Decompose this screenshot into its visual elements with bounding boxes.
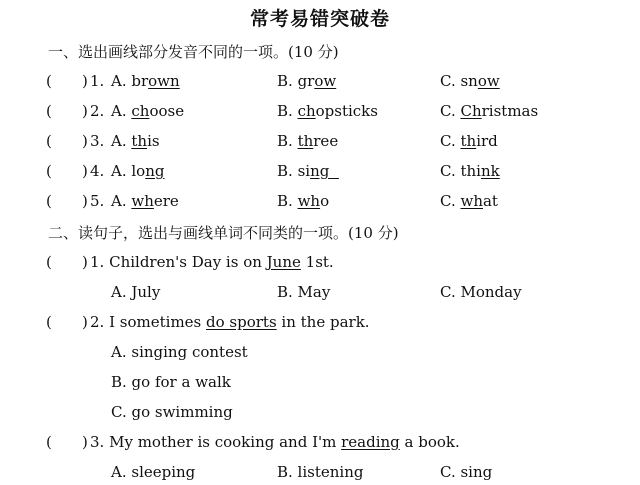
answer-bracket-close: ) [82, 313, 88, 331]
underlined-part: wh [131, 192, 154, 210]
underlined-word: June [266, 253, 301, 271]
question-sentence: 1. Children's Day is on June 1st. [90, 253, 334, 271]
question-row [0, 313, 640, 335]
answer-bracket-open: ( [46, 162, 52, 180]
option-line [0, 343, 640, 365]
answer-bracket-open: ( [46, 192, 52, 210]
answer-bracket-close: ) [82, 72, 88, 90]
question-sentence: 3. My mother is cooking and I'm reading a book. [90, 433, 460, 451]
question-sentence: 2. I sometimes do sports in the park. [90, 313, 370, 331]
underlined-part: ch [131, 102, 150, 120]
underlined-part: th [460, 132, 477, 150]
option-c: C. think [440, 162, 500, 180]
question-number: 4. [90, 162, 105, 180]
answer-bracket-open: ( [46, 433, 52, 451]
underlined-part: Ch [460, 102, 482, 120]
underlined-word: reading [341, 433, 400, 451]
underlined-part: ng [145, 162, 165, 180]
question-row [0, 192, 640, 214]
options-row [0, 463, 640, 485]
underlined-part: ow [477, 72, 500, 90]
option-c: C. sing [440, 463, 493, 481]
option-a: A. sleeping [111, 463, 196, 481]
question-row [0, 72, 640, 94]
underlined-word: do sports [206, 313, 277, 331]
underlined-part: wh [297, 192, 321, 210]
options-row [0, 283, 640, 305]
option-a: A. July [111, 283, 161, 301]
answer-bracket-open: ( [46, 132, 52, 150]
option-a: A. where [111, 192, 179, 210]
option-b: B. May [277, 283, 331, 301]
option-a: A. brown [111, 72, 180, 90]
option-line [0, 373, 640, 395]
underlined-part: nk [480, 162, 500, 180]
answer-bracket-open: ( [46, 102, 52, 120]
answer-bracket-close: ) [82, 192, 88, 210]
question-number: 5. [90, 192, 105, 210]
question-row [0, 253, 640, 275]
option-b: B. three [277, 132, 339, 150]
underlined-part: th [297, 132, 314, 150]
option-line [0, 403, 640, 425]
option-a: A. choose [111, 102, 185, 120]
underlined-part: ow [314, 72, 337, 90]
underline-extension [329, 162, 339, 180]
question-number: 2. [90, 102, 105, 120]
option-c: C. third [440, 132, 498, 150]
option-c: C. go swimming [111, 403, 233, 421]
underlined-part: wh [460, 192, 483, 210]
option-b: B. grow [277, 72, 337, 90]
answer-bracket-close: ) [82, 162, 88, 180]
option-c: C. what [440, 192, 498, 210]
answer-bracket-close: ) [82, 433, 88, 451]
option-a: A. long [111, 162, 165, 180]
underlined-part: ng [310, 162, 330, 180]
option-b: B. chopsticks [277, 102, 378, 120]
underlined-part: own [148, 72, 180, 90]
question-row [0, 433, 640, 455]
option-b: B. listening [277, 463, 364, 481]
section-2-heading: 二、读句子，选出与画线单词不同类的一项。(10 分) [48, 224, 399, 242]
page-title: 常考易错突破卷 [249, 8, 390, 30]
question-number: 1. [90, 72, 105, 90]
question-row [0, 102, 640, 124]
option-a: A. singing contest [111, 343, 248, 361]
answer-bracket-close: ) [82, 102, 88, 120]
section-1-heading: 一、选出画线部分发音不同的一项。(10 分) [48, 43, 339, 61]
answer-bracket-open: ( [46, 72, 52, 90]
option-a: A. this [111, 132, 160, 150]
option-c: C. Monday [440, 283, 522, 301]
underlined-part: ch [297, 102, 316, 120]
question-row [0, 132, 640, 154]
question-row [0, 162, 640, 184]
question-number: 3. [90, 132, 105, 150]
answer-bracket-open: ( [46, 253, 52, 271]
underlined-part: th [131, 132, 148, 150]
option-b: B. who [277, 192, 330, 210]
option-c: C. snow [440, 72, 500, 90]
answer-bracket-open: ( [46, 313, 52, 331]
answer-bracket-close: ) [82, 132, 88, 150]
option-c: C. Christmas [440, 102, 539, 120]
option-b: B. go for a walk [111, 373, 231, 391]
answer-bracket-close: ) [82, 253, 88, 271]
option-b: B. sing [277, 162, 339, 180]
